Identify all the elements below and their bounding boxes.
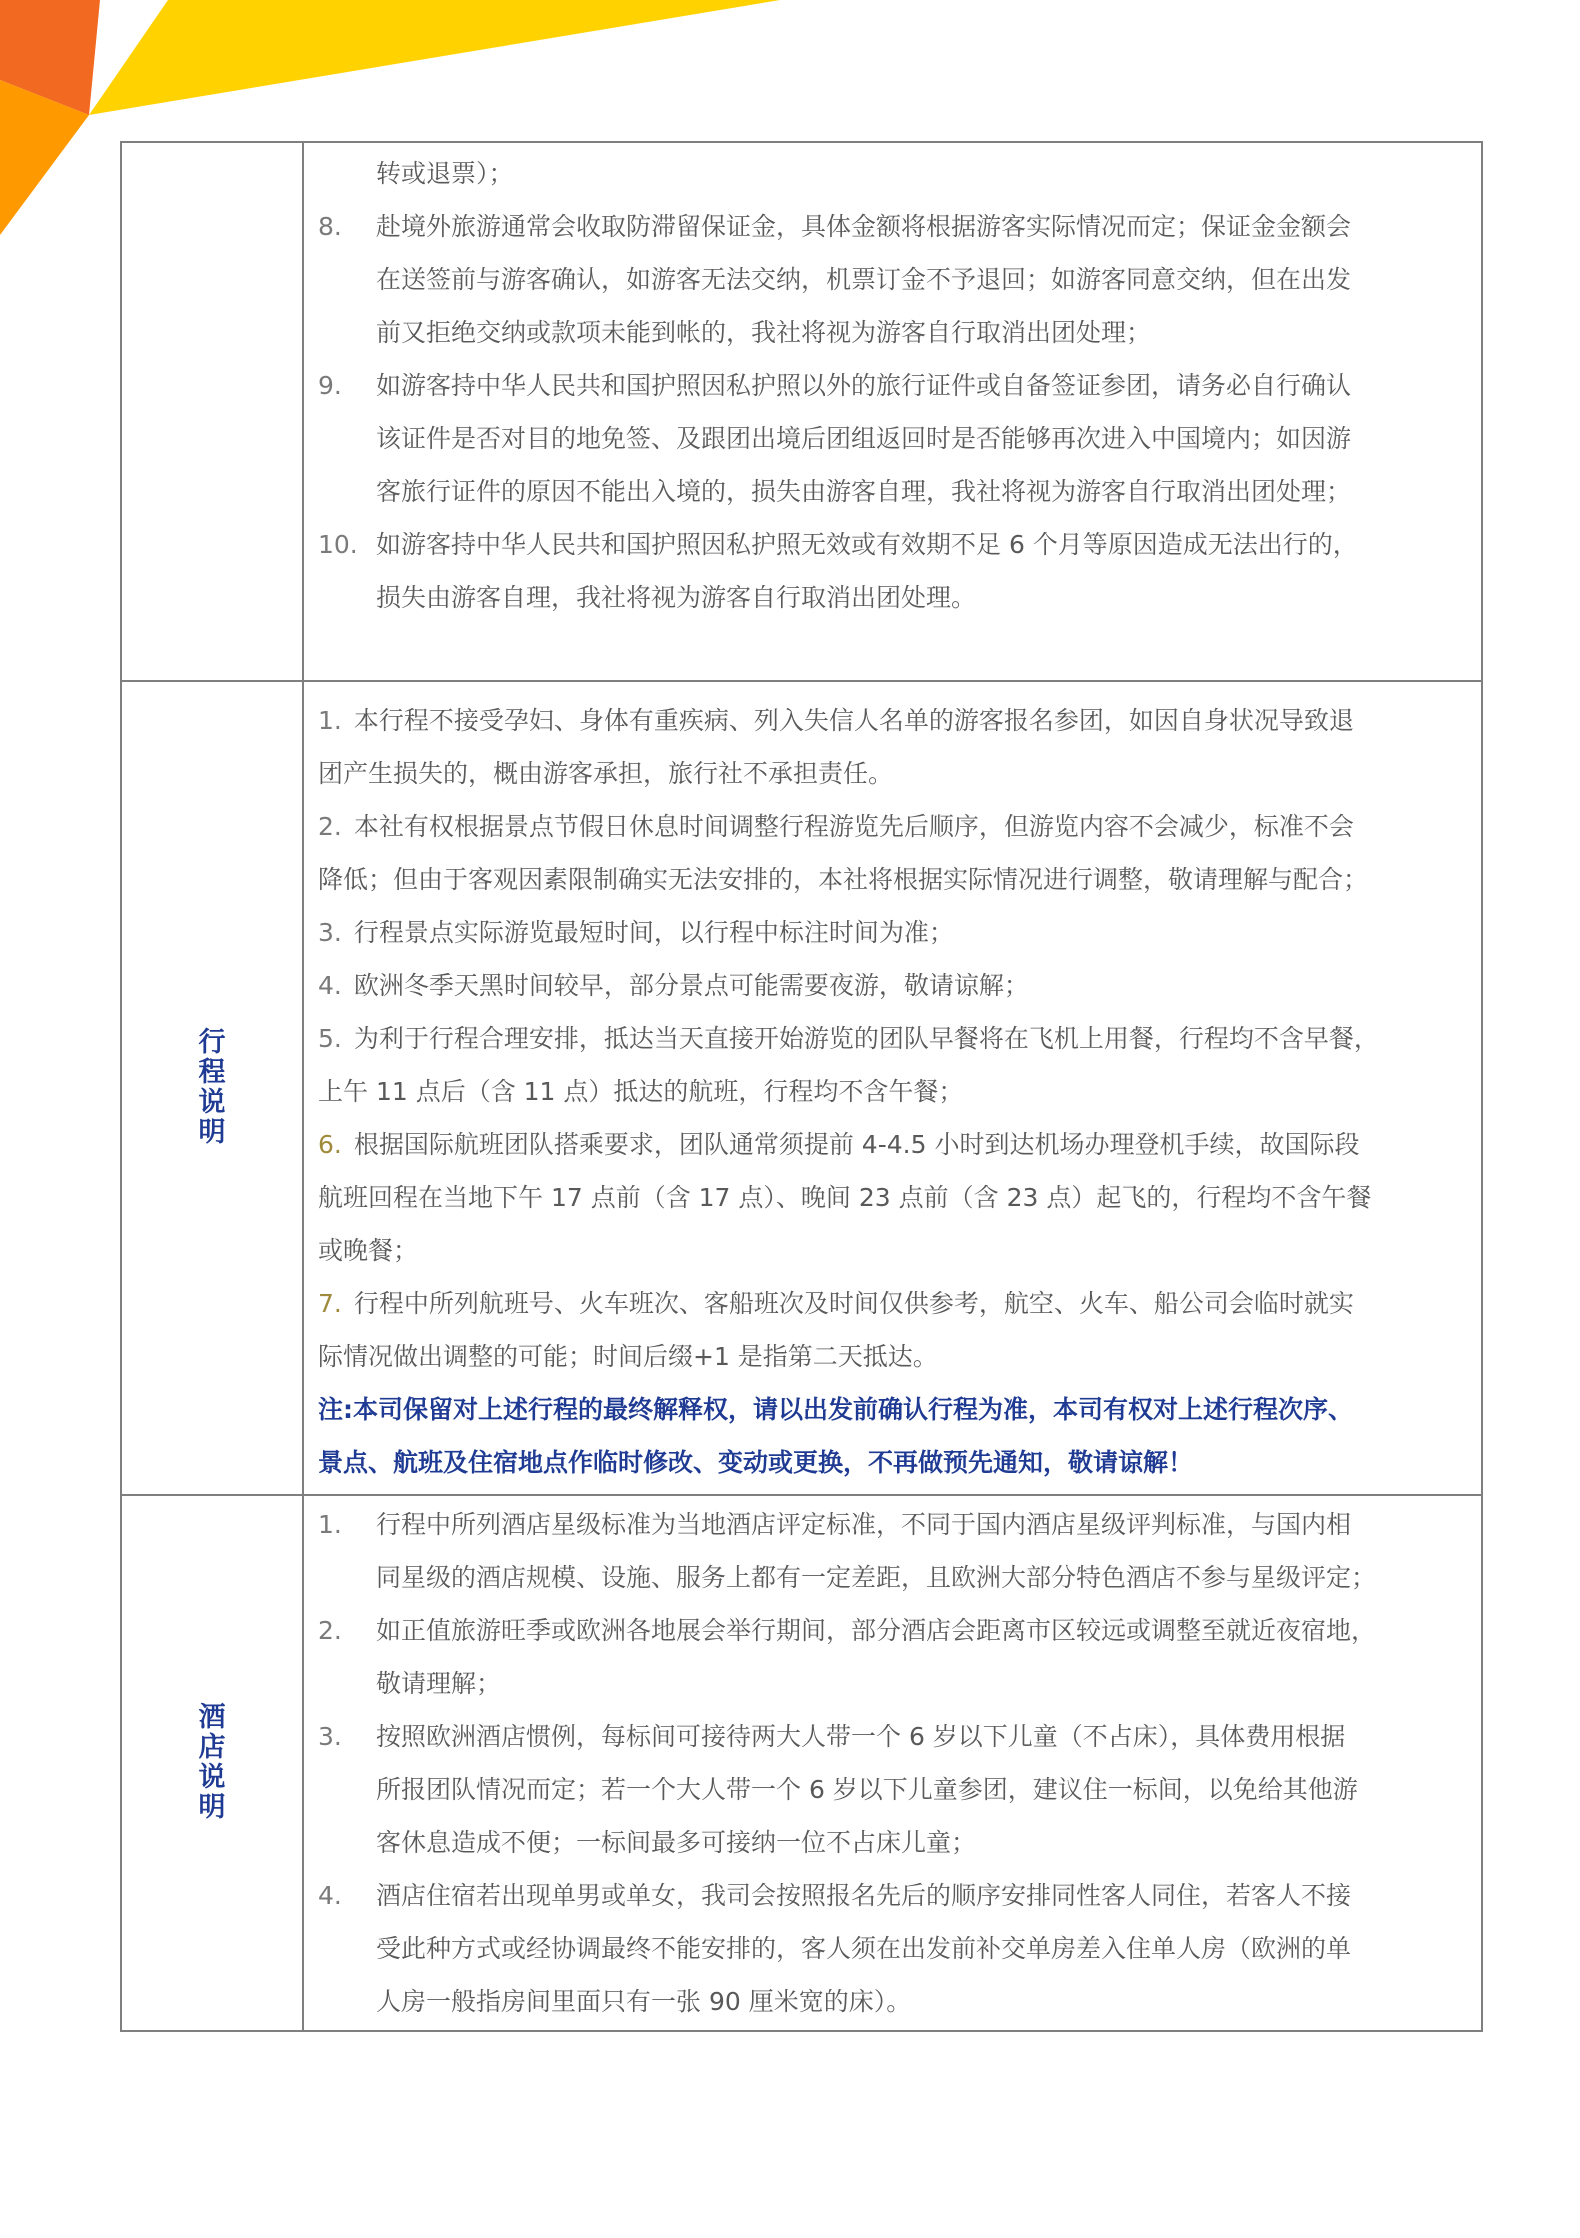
item-line: 损失由游客自理，我社将视为游客自行取消出团处理。 bbox=[376, 583, 977, 612]
item-number: 4. bbox=[318, 971, 342, 1000]
item-number: 8. bbox=[318, 212, 342, 241]
itinerary-notes-label: 行程说明 bbox=[198, 1027, 226, 1148]
item-line: 航班回程在当地下午 17 点前（含 17 点）、晚间 23 点前（含 23 点）起飞的，行程均不含午餐 bbox=[318, 1183, 1372, 1212]
list-item-3 bbox=[318, 906, 1467, 959]
list-item-5 bbox=[318, 1012, 1467, 1065]
item-number: 5. bbox=[318, 1024, 342, 1053]
item-line: 降低；但由于客观因素限制确实无法安排的，本社将根据实际情况进行调整，敬请理解与配合； bbox=[318, 865, 1369, 894]
table-row-itinerary-notes bbox=[121, 681, 1482, 1495]
item-number: 3. bbox=[318, 1722, 342, 1751]
item-line: 按照欧洲酒店惯例，每标间可接待两大人带一个 6 岁以下儿童（不占床），具体费用根据 bbox=[376, 1722, 1346, 1751]
list-item-continuation: 转或退票）； bbox=[376, 159, 514, 188]
item-line: 上午 11 点后（含 11 点）抵达的航班，行程均不含午餐； bbox=[318, 1077, 964, 1106]
list-item-1 bbox=[318, 694, 1467, 747]
item-line: 行程中所列酒店星级标准为当地酒店评定标准，不同于国内酒店星级评判标准，与国内相 bbox=[376, 1510, 1352, 1539]
item-line: 所报团队情况而定；若一个大人带一个 6 岁以下儿童参团，建议住一标间，以免给其他游 bbox=[376, 1775, 1358, 1804]
list-item-9 bbox=[318, 359, 1467, 518]
table-row-continuation bbox=[121, 142, 1482, 681]
row-content-cell bbox=[303, 1495, 1482, 2031]
row-content-cell bbox=[303, 681, 1482, 1495]
item-number: 6. bbox=[318, 1130, 342, 1159]
item-line: 该证件是否对目的地免签、及跟团出境后团组返回时是否能够再次进入中国境内；如因游 bbox=[376, 424, 1352, 453]
list-item-7 bbox=[318, 1277, 1467, 1330]
item-line: 受此种方式或经协调最终不能安排的，客人须在出发前补交单房差入住单人房（欧洲的单 bbox=[376, 1934, 1352, 1963]
item-number: 1. bbox=[318, 706, 342, 735]
item-line: 如游客持中华人民共和国护照因私护照以外的旅行证件或自备签证参团，请务必自行确认 bbox=[376, 371, 1352, 400]
notes-table bbox=[120, 141, 1483, 2032]
item-line: 行程中所列航班号、火车班次、客船班次及时间仅供参考，航空、火车、船公司会临时就实 bbox=[353, 1289, 1354, 1318]
list-item-2 bbox=[318, 800, 1467, 853]
item-line: 酒店住宿若出现单男或单女，我司会按照报名先后的顺序安排同性客人同住，若客人不接 bbox=[376, 1881, 1352, 1910]
list-item-8 bbox=[318, 200, 1467, 359]
item-line: 欧洲冬季天黑时间较早，部分景点可能需要夜游，敬请谅解； bbox=[353, 971, 1029, 1000]
item-line: 为利于行程合理安排，抵达当天直接开始游览的团队早餐将在飞机上用餐，行程均不含早餐， bbox=[353, 1024, 1379, 1053]
item-line: 敬请理解； bbox=[376, 1669, 502, 1698]
list-item-3 bbox=[318, 1710, 1467, 1869]
disclaimer-note-line: 景点、航班及住宿地点作临时修改、变动或更换，不再做预先通知，敬请谅解！ bbox=[318, 1448, 1194, 1477]
item-line: 客休息造成不便；一标间最多可接纳一位不占床儿童； bbox=[376, 1828, 977, 1857]
item-line: 如游客持中华人民共和国护照因私护照无效或有效期不足 6 个月等原因造成无法出行的， bbox=[376, 530, 1358, 559]
item-number: 2. bbox=[318, 812, 342, 841]
item-line: 前又拒绝交纳或款项未能到帐的，我社将视为游客自行取消出团处理； bbox=[376, 318, 1152, 347]
hotel-notes-label: 酒店说明 bbox=[198, 1702, 226, 1823]
item-line: 团产生损失的，概由游客承担，旅行社不承担责任。 bbox=[318, 759, 894, 788]
yellow-shard bbox=[89, 0, 780, 115]
list-item-2 bbox=[318, 1604, 1467, 1710]
item-number: 3. bbox=[318, 918, 342, 947]
row-label-cell bbox=[121, 681, 303, 1495]
item-number: 9. bbox=[318, 371, 342, 400]
item-line: 赴境外旅游通常会收取防滞留保证金，具体金额将根据游客实际情况而定；保证金金额会 bbox=[376, 212, 1352, 241]
list-item-1 bbox=[318, 1498, 1467, 1604]
list-item-4 bbox=[318, 1869, 1467, 2028]
item-line: 同星级的酒店规模、设施、服务上都有一定差距，且欧洲大部分特色酒店不参与星级评定； bbox=[376, 1563, 1377, 1592]
item-line: 人房一般指房间里面只有一张 90 厘米宽的床）。 bbox=[376, 1987, 912, 2016]
row-content-cell bbox=[303, 142, 1482, 681]
item-number: 7. bbox=[318, 1289, 342, 1318]
item-line: 如正值旅游旺季或欧洲各地展会举行期间，部分酒店会距离市区较远或调整至就近夜宿地， bbox=[376, 1616, 1377, 1645]
item-number: 4. bbox=[318, 1881, 342, 1910]
item-line: 际情况做出调整的可能；时间后缀+1 是指第二天抵达。 bbox=[318, 1342, 938, 1371]
row-label-cell bbox=[121, 142, 303, 681]
item-number: 2. bbox=[318, 1616, 342, 1645]
list-item-10 bbox=[318, 518, 1467, 624]
item-line: 行程景点实际游览最短时间，以行程中标注时间为准； bbox=[353, 918, 954, 947]
item-number: 1. bbox=[318, 1510, 342, 1539]
item-line: 本社有权根据景点节假日休息时间调整行程游览先后顺序，但游览内容不会减少，标准不会 bbox=[353, 812, 1354, 841]
item-line: 根据国际航班团队搭乘要求，团队通常须提前 4-4.5 小时到达机场办理登机手续，故国际段 bbox=[353, 1130, 1360, 1159]
item-line: 客旅行证件的原因不能出入境的，损失由游客自理，我社将视为游客自行取消出团处理； bbox=[376, 477, 1352, 506]
item-line: 或晚餐； bbox=[318, 1236, 419, 1265]
item-line: 本行程不接受孕妇、身体有重疾病、列入失信人名单的游客报名参团，如因自身状况导致退 bbox=[353, 706, 1354, 735]
table-row-hotel-notes bbox=[121, 1495, 1482, 2031]
item-number: 10. bbox=[318, 530, 358, 559]
list-item-6 bbox=[318, 1118, 1467, 1171]
item-line: 在送签前与游客确认，如游客无法交纳，机票订金不予退回；如游客同意交纳，但在出发 bbox=[376, 265, 1352, 294]
list-item-4 bbox=[318, 959, 1467, 1012]
disclaimer-note-line: 注:本司保留对上述行程的最终解释权，请以出发前确认行程为准，本司有权对上述行程次序、 bbox=[318, 1395, 1354, 1424]
row-label-cell bbox=[121, 1495, 303, 2031]
